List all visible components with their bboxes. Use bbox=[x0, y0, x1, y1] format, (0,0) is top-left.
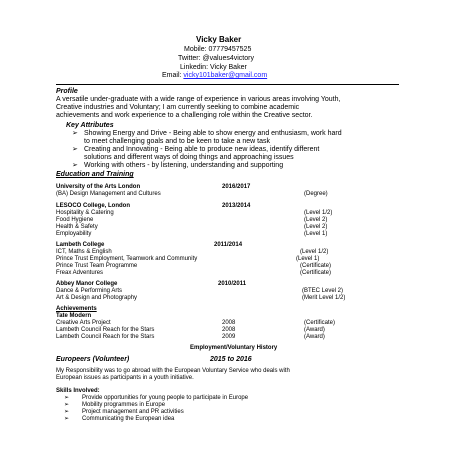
achievement-name: Creative Arts Project bbox=[56, 320, 111, 326]
achievements-org: Tate Modern bbox=[56, 313, 92, 319]
employment-role: Europeers (Volunteer) bbox=[56, 356, 130, 363]
arrow-bullet-icon: ➢ bbox=[64, 409, 70, 415]
achievement-name: Lambeth Council Reach for the Stars bbox=[56, 327, 155, 333]
achievement-type: (Certificate) bbox=[304, 320, 336, 326]
course-name: Health & Safety bbox=[56, 224, 98, 230]
employment-heading: Employment/Voluntary History bbox=[190, 345, 278, 351]
course-grade: (Level 2) bbox=[304, 217, 328, 223]
profile-line: achievements and work experience to a challenging role within the Creative sector. bbox=[56, 112, 313, 119]
twitter-line: Twitter: @values4victory bbox=[178, 55, 254, 62]
course-grade: (Level 1) bbox=[304, 231, 328, 237]
institution-years: 2016/2017 bbox=[222, 184, 251, 190]
arrow-bullet-icon: ➢ bbox=[64, 416, 70, 422]
course-grade: (Certificate) bbox=[300, 270, 332, 276]
email-link[interactable]: vicky101baker@gmail.com bbox=[183, 72, 268, 79]
institution-name: Lambeth College bbox=[56, 242, 105, 248]
profile-line: A versatile under-graduate with a wide range of experience in various areas involving Youth, bbox=[56, 96, 341, 103]
course-name: Prince Trust Team Programme bbox=[56, 263, 138, 269]
profile-line: Creative industries and Voluntary; I am currently seeking to combine academic bbox=[56, 104, 300, 111]
arrow-bullet-icon: ➢ bbox=[72, 146, 78, 153]
course-name: Prince Trust Employment, Teamwork and Community bbox=[56, 256, 198, 262]
course-name: Dance & Performing Arts bbox=[56, 288, 123, 294]
course-name: Freax Adventures bbox=[56, 270, 104, 276]
institution-years: 2010/2011 bbox=[218, 281, 247, 287]
achievement-name: Lambeth Council Reach for the Stars bbox=[56, 334, 155, 340]
profile-heading: Profile bbox=[56, 88, 78, 95]
employment-description-line: European issues as participants in a youth initiative. bbox=[56, 375, 194, 381]
course-grade: (Level 2) bbox=[304, 224, 328, 230]
institution-name: University of the Arts London bbox=[56, 184, 141, 190]
arrow-bullet-icon: ➢ bbox=[72, 130, 78, 137]
employment-dates: 2015 to 2016 bbox=[210, 356, 252, 363]
institution-years: 2011/2014 bbox=[214, 242, 243, 248]
attribute-line: solutions and different ways of doing things and approaching issues bbox=[84, 154, 294, 161]
email-line bbox=[162, 72, 267, 79]
course-grade: (Level 1) bbox=[296, 256, 320, 262]
email-label: Email: bbox=[162, 72, 182, 79]
attribute-line: to meet challenging goals and to be keen to take a new task bbox=[84, 138, 271, 145]
attribute-line: Showing Energy and Drive - Being able to show energy and enthusiasm, work hard bbox=[84, 130, 342, 137]
skill-item: Mobility programmes in Europe bbox=[82, 402, 166, 408]
course-grade: (Merit Level 1/2) bbox=[302, 295, 346, 301]
mobile-line: Mobile: 07779457525 bbox=[184, 46, 252, 53]
course-name: Food Hygiene bbox=[56, 217, 94, 223]
skill-item: Provide opportunities for young people to participate in Europe bbox=[82, 395, 249, 401]
course-grade: (Level 1/2) bbox=[300, 249, 329, 255]
arrow-bullet-icon: ➢ bbox=[64, 395, 70, 401]
course-name: ICT, Maths & English bbox=[56, 249, 112, 255]
institution-name: Abbey Manor College bbox=[56, 281, 118, 287]
institution-name: LESOCO College, London bbox=[56, 203, 130, 209]
skills-heading: Skills Involved: bbox=[56, 388, 100, 394]
arrow-bullet-icon: ➢ bbox=[72, 162, 78, 169]
arrow-bullet-icon: ➢ bbox=[64, 402, 70, 408]
attribute-line: Creating and Innovating - Being able to produce new ideas, identify different bbox=[84, 146, 320, 153]
cv-name: Vicky Baker bbox=[196, 35, 242, 44]
course-name: Art & Design and Photography bbox=[56, 295, 138, 301]
achievements-heading: Achievements bbox=[56, 306, 97, 312]
course-name: (BA) Design Management and Cultures bbox=[56, 191, 161, 197]
course-grade: (Degree) bbox=[304, 191, 328, 197]
achievement-year: 2008 bbox=[222, 327, 236, 333]
course-name: Employability bbox=[56, 231, 92, 237]
header-divider bbox=[56, 84, 399, 85]
achievement-year: 2009 bbox=[222, 334, 236, 340]
institution-years: 2013/2014 bbox=[222, 203, 251, 209]
skill-item: Communicating the European idea bbox=[82, 416, 175, 422]
achievement-type: (Award) bbox=[304, 327, 325, 333]
linkedin-line: Linkedin: Vicky Baker bbox=[180, 64, 247, 71]
course-grade: (Certificate) bbox=[300, 263, 332, 269]
achievement-year: 2008 bbox=[222, 320, 236, 326]
key-attributes-heading: Key Attributes bbox=[66, 122, 114, 129]
skill-item: Project management and PR activities bbox=[82, 409, 184, 415]
course-grade: (BTEC Level 2) bbox=[302, 288, 344, 294]
achievement-type: (Award) bbox=[304, 334, 325, 340]
course-grade: (Level 1/2) bbox=[304, 210, 333, 216]
attribute-line: Working with others - by listening, understanding and supporting bbox=[84, 162, 284, 169]
education-heading: Education and Training bbox=[56, 171, 134, 178]
course-name: Hospitality & Catering bbox=[56, 210, 114, 216]
employment-description-line: My Responsibility was to go abroad with the European Voluntary Service who deals with bbox=[56, 368, 290, 374]
